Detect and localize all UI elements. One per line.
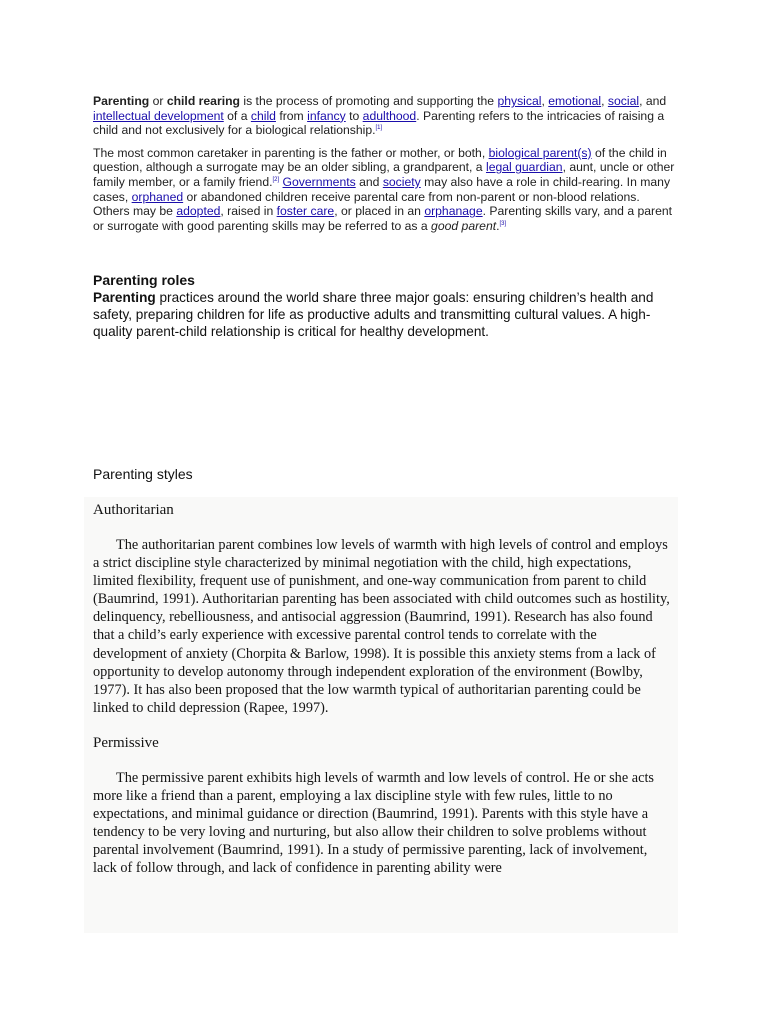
link-governments[interactable]: Governments bbox=[282, 174, 356, 189]
text-run: to bbox=[345, 108, 363, 123]
text-run: , aunt, uncle or other family member, or a family friend. bbox=[93, 160, 675, 189]
link-foster-care[interactable]: foster care bbox=[276, 204, 335, 219]
intro-paragraph-2 bbox=[93, 146, 678, 234]
link-orphaned[interactable]: orphaned bbox=[131, 189, 184, 204]
intro-paragraph-1 bbox=[93, 94, 678, 138]
parenting-roles-heading: Parenting roles bbox=[93, 272, 195, 289]
term-parenting-bold: Parenting bbox=[93, 290, 156, 306]
text-run: . Parenting refers to the intricacies of raising a child and not exclusively for a biological relationship. bbox=[93, 108, 665, 138]
link-orphanage[interactable]: orphanage bbox=[424, 204, 483, 219]
permissive-heading: Permissive bbox=[93, 734, 159, 751]
text-run: The most common caretaker in parenting is the father or mother, or both, bbox=[93, 145, 489, 160]
authoritarian-heading: Authoritarian bbox=[93, 502, 174, 518]
link-adulthood[interactable]: adulthood bbox=[362, 108, 417, 123]
parenting-roles-paragraph bbox=[93, 289, 678, 340]
citation-2[interactable]: [2] bbox=[272, 176, 280, 183]
text-run: and bbox=[355, 174, 383, 189]
authoritarian-paragraph: The authoritarian parent combines low levels of warmth with high levels of control and employs a strict discipline style characterized by minimal negotiation with the child, high expectations, limited flexibility, frequent use of punishment, and one-way communication from parent to child (Baumrind, 1991). Authoritarian parenting has been associated with child outcomes such as hostility, delinquency, rebelliousness, and antisocial aggression (Baumrind, 1991). Research has also found that a child’s early experience with excessive parental control tends to correlate with the development of anxiety (Chorpita & Barlow, 1998). It is possible this anxiety stems from a lack of opportunity to develop autonomy through independent exploration of the environment (Bowlby, 1977). It has also been proposed that the low warmth typical of authoritarian parenting could be linked to child depression (Rapee, 1997). bbox=[93, 537, 670, 716]
text-run: of a bbox=[223, 108, 251, 123]
citation-3[interactable]: [3] bbox=[499, 220, 507, 227]
link-biological-parents[interactable]: biological parent(s) bbox=[488, 145, 592, 160]
intro-section bbox=[93, 94, 678, 233]
link-child[interactable]: child bbox=[250, 108, 276, 123]
term-child-rearing: child rearing bbox=[166, 94, 240, 108]
text-run: . bbox=[496, 218, 500, 233]
text-run: is the process of promoting and supporting the bbox=[239, 94, 498, 108]
text-run: or abandoned children receive parental care from non-parent or non-blood relations. Others may be bbox=[93, 189, 640, 219]
parenting-roles-text: practices around the world share three major goals: ensuring children’s health and safety, preparing children for life as productive adults and transmitting cultural values. A high-quality parent-child relationship is critical for healthy development. bbox=[93, 290, 654, 340]
link-infancy[interactable]: infancy bbox=[307, 108, 346, 123]
link-social[interactable]: social bbox=[607, 94, 640, 108]
text-run: . Parenting skills vary, and a parent or surrogate with good parenting skills may be referred to as a bbox=[93, 204, 673, 233]
link-adopted[interactable]: adopted bbox=[176, 204, 221, 219]
link-emotional[interactable]: emotional bbox=[548, 94, 602, 108]
parenting-styles-heading: Parenting styles bbox=[93, 466, 193, 482]
parenting-roles-section bbox=[93, 271, 678, 340]
text-run: of the child in question, although a surrogate may be an older sibling, a grandparent, a bbox=[93, 145, 667, 175]
permissive-paragraph: The permissive parent exhibits high levels of warmth and low levels of control. He or she acts more like a friend than a parent, employing a lax discipline style with few rules, little to no expectations, and minimal guidance or direction (Baumrind, 1991). Parents with this style have a tendency to be very loving and nurturing, but also allow their children to solve problems without parental involvement (Baumrind, 1991). In a study of permissive parenting, lack of involvement, lack of follow through, and lack of confidence in parenting ability were bbox=[93, 769, 654, 877]
link-legal-guardian[interactable]: legal guardian bbox=[485, 160, 563, 175]
link-physical[interactable]: physical bbox=[497, 94, 542, 108]
term-parenting: Parenting bbox=[93, 94, 150, 108]
text-run: , bbox=[601, 94, 608, 108]
link-intellectual-development[interactable]: intellectual development bbox=[93, 108, 224, 123]
text-run: , raised in bbox=[220, 204, 277, 219]
text-run: or bbox=[149, 94, 167, 108]
text-run: from bbox=[275, 108, 308, 123]
text-run: may also have a role in child-rearing. In many cases, bbox=[93, 174, 671, 204]
text-run: , or placed in an bbox=[334, 204, 425, 219]
link-society[interactable]: society bbox=[382, 174, 421, 189]
term-good-parent: good parent bbox=[431, 218, 497, 233]
document-page bbox=[93, 94, 678, 340]
text-run: , and bbox=[639, 94, 667, 108]
citation-1[interactable]: [1] bbox=[375, 125, 383, 132]
text-run: , bbox=[541, 94, 549, 108]
scanned-excerpt bbox=[84, 497, 678, 933]
